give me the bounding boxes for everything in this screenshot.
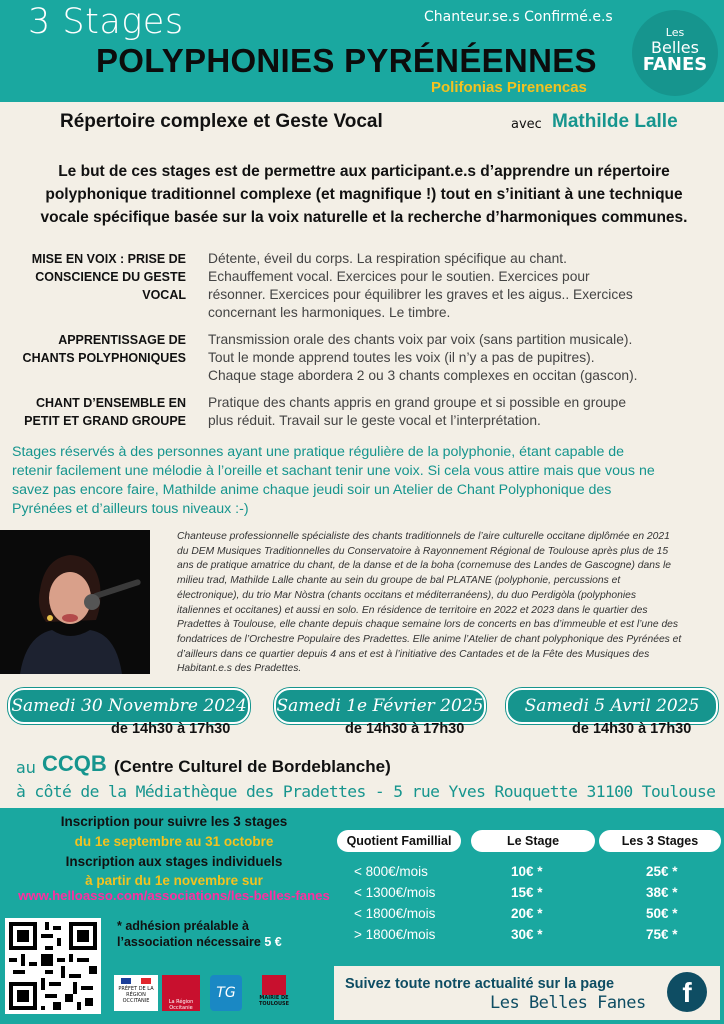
bio-line: italiennes et occitanes) et aussi en solo. En résidence de territoire en 2022 et 2023 dans le quartier des bbox=[177, 604, 648, 616]
section-text-line: concernant les harmoniques. Le timbre. bbox=[208, 305, 451, 320]
bio-line: milieu trad, Mathilde Lalle chante au sein du groupe de bal PLATANE (polyphonie, percussions et bbox=[177, 575, 621, 587]
section-label-apprentissage bbox=[14, 331, 186, 367]
note-line: Pyrénées et d’ailleurs tous niveaux :-) bbox=[12, 501, 249, 517]
stage-price: 20€ * bbox=[511, 906, 543, 921]
section-label-line: CONSCIENCE DU GESTE bbox=[35, 270, 186, 284]
three-stage-price: 75€ * bbox=[646, 927, 678, 942]
section-text-line: Détente, éveil du corps. La respiration spécifique au chant. bbox=[208, 251, 567, 266]
three-stage-price: 25€ * bbox=[646, 864, 678, 879]
registration-line-3: Inscription aux stages individuels bbox=[65, 854, 283, 869]
bio-line: Pradettes à Toulouse, elle chante depuis chaque semaine lors de concerts en bas d’immeuble et est l’une des bbox=[177, 619, 679, 631]
quotient-cell: < 1800€/mois bbox=[354, 906, 436, 921]
facebook-page-name[interactable]: Les Belles Fanes bbox=[490, 993, 646, 1013]
mairie-toulouse-logo bbox=[252, 975, 296, 1011]
stage-price: 15€ * bbox=[511, 885, 543, 900]
repertoire-heading: Répertoire complexe et Geste Vocal bbox=[60, 111, 383, 132]
qr-code[interactable] bbox=[5, 918, 101, 1014]
mairie-crest-icon bbox=[262, 975, 286, 995]
facebook-icon[interactable]: f bbox=[667, 972, 707, 1012]
intro-paragraph bbox=[22, 160, 706, 229]
note-line: retenir facilement une mélodie à l’oreille et sachant tenir une voix. Si cela vous attire mais que vous ne bbox=[12, 463, 655, 479]
region-label: La Région Occitanie bbox=[168, 999, 194, 1011]
date-pill-1: Samedi 30 Novembre 2024 bbox=[8, 688, 250, 724]
section-text-line: Pratique des chants appris en grand groupe et si possible en groupe bbox=[208, 395, 627, 410]
note-line: savez pas encore faire, Mathilde anime chaque jeudi soir un Atelier de Chant Polyphonique des bbox=[12, 482, 612, 498]
teacher-photo bbox=[0, 530, 150, 674]
bio-line: électronique), du trio Mar Nòstra (chants occitans et méditerranéens), du duo Perdigòla (polyphonies bbox=[177, 589, 637, 601]
section-label-chant-ensemble bbox=[14, 394, 186, 430]
header-les-3-stages: Les 3 Stages bbox=[599, 830, 721, 852]
date-pill-2: Samedi 1e Février 2025 bbox=[274, 688, 486, 724]
section-label-line: CHANTS POLYPHONIQUES bbox=[22, 351, 186, 365]
prefet-label: PRÉFET DE LA RÉGION OCCITANIE bbox=[118, 986, 154, 1004]
registration-line-2: du 1e septembre au 31 octobre bbox=[74, 834, 274, 849]
section-text-chant-ensemble bbox=[208, 394, 688, 430]
mairie-label: MAIRIE DE TOULOUSE bbox=[258, 995, 290, 1007]
section-text-line: résonner. Exercices pour équilibrer les graves et les aigus.. Exercices bbox=[208, 287, 633, 302]
section-text-line: Echauffement vocal. Exercices pour le soutien. Exercices pour bbox=[208, 269, 590, 284]
header-le-stage: Le Stage bbox=[471, 830, 595, 852]
date-time-1: de 14h30 à 17h30 bbox=[111, 721, 231, 737]
registration-line-4: à partir du 1e novembre sur bbox=[85, 873, 263, 888]
subtitle: Polifonias Pirenencas bbox=[431, 79, 587, 96]
section-text-line: plus réduit. Travail sur le geste vocal et l’interprétation. bbox=[208, 413, 541, 428]
bio-line: Habitant.e.s des Pradettes. bbox=[177, 663, 302, 675]
bio-line: du DEM Musiques Traditionnelles du Conservatoire à Rayonnement Régional de Toulouse après plus de 15 bbox=[177, 545, 669, 557]
section-label-line: APPRENTISSAGE DE bbox=[58, 333, 186, 347]
stage-price: 30€ * bbox=[511, 927, 543, 942]
prefet-logo bbox=[114, 975, 158, 1011]
bio-line: fondatrices de l’Orchestre Populaire des Pradettes. Elle anime l’Atelier de chant polyphonique des Pyrénées et bbox=[177, 633, 682, 645]
avec-label: avec bbox=[511, 117, 542, 132]
teacher-biography bbox=[177, 530, 715, 677]
section-text-line: Transmission orale des chants voix par voix (sans partition musicale). bbox=[208, 332, 633, 347]
qr-code-icon bbox=[5, 918, 101, 1014]
teacher-name: Mathilde Lalle bbox=[552, 111, 678, 132]
belles-fanes-logo bbox=[632, 10, 718, 96]
singer-illustration bbox=[0, 530, 150, 674]
date-pill-3: Samedi 5 Avril 2025 bbox=[506, 688, 718, 724]
venue-address: à côté de la Médiathèque des Pradettes - 5 rue Yves Rouquette 31100 Toulouse bbox=[16, 782, 716, 801]
date-time-2: de 14h30 à 17h30 bbox=[345, 721, 465, 737]
helloasso-link[interactable]: www.helloasso.com/associations/les-belles-fanes bbox=[18, 888, 330, 903]
prerequisite-note bbox=[12, 443, 712, 519]
three-stage-price: 38€ * bbox=[646, 885, 678, 900]
follow-text: Suivez toute notre actualité sur la page bbox=[345, 976, 615, 992]
section-label-line: VOCAL bbox=[142, 288, 186, 302]
intro-line: polyphonique traditionnel complexe (et magnifique !) tout en s’initiant à une technique bbox=[45, 186, 683, 203]
header-quotient: Quotient Famillial bbox=[337, 830, 461, 852]
stage-price: 10€ * bbox=[511, 864, 543, 879]
tg-icon: TG bbox=[216, 985, 236, 1001]
section-label-line: CHANT D’ENSEMBLE EN bbox=[35, 396, 186, 410]
section-text-line: Chaque stage abordera 2 ou 3 chants complexes en occitan (gascon). bbox=[208, 368, 638, 383]
logo-line-3: FANES bbox=[642, 54, 708, 75]
quotient-cell: > 1800€/mois bbox=[354, 927, 436, 942]
region-occitanie-logo bbox=[162, 975, 200, 1011]
section-text-line: Tout le monde apprend toutes les voix (il n’y a pas de pupitres). bbox=[208, 350, 595, 365]
intro-line: Le but de ces stages est de permettre aux participant.e.s d’apprendre un répertoire bbox=[58, 163, 670, 180]
section-label-mise-en-voix bbox=[14, 250, 186, 304]
venue-au: au bbox=[16, 758, 36, 777]
logo-line-2: Belles bbox=[651, 38, 699, 57]
french-flag-icon bbox=[121, 978, 151, 984]
quotient-cell: < 1300€/mois bbox=[354, 885, 436, 900]
adhesion-price: 5 € bbox=[264, 935, 282, 949]
adhesion-note bbox=[117, 918, 282, 950]
adhesion-line-2 bbox=[117, 934, 282, 950]
bio-line: d’ailleurs dans ce quartier depuis 4 ans et est à l’initiative des Cantades et de la Fête des Musiques des bbox=[177, 648, 650, 660]
quotient-cell: < 800€/mois bbox=[354, 864, 428, 879]
logo-line-1: Les bbox=[665, 26, 685, 39]
section-text-apprentissage bbox=[208, 331, 688, 385]
main-title: POLYPHONIES PYRÉNÉENNES bbox=[96, 42, 597, 79]
intro-line: vocale spécifique basée sur la voix naturelle et la recherche d’harmoniques communes. bbox=[40, 209, 688, 226]
stages-title: 3 Stages bbox=[28, 2, 184, 42]
venue-code: CCQB bbox=[42, 751, 107, 776]
tagline: Chanteur.se.s Confirmé.e.s bbox=[424, 9, 613, 25]
registration-line-1: Inscription pour suivre les 3 stages bbox=[60, 814, 288, 829]
bio-line: ans de pratique amatrice du chant, de la danse et de la boha (cornemuse des Landes de Gascogne) dans le bbox=[177, 560, 672, 572]
section-text-mise-en-voix bbox=[208, 250, 688, 322]
venue-name: (Centre Culturel de Bordeblanche) bbox=[114, 757, 391, 776]
note-line: Stages réservés à des personnes ayant une pratique régulière de la polyphonie, étant capable de bbox=[12, 444, 625, 460]
section-label-line: MISE EN VOIX : PRISE DE bbox=[31, 252, 186, 266]
adhesion-line-1: * adhésion préalable à bbox=[117, 919, 249, 933]
section-label-line: PETIT ET GRAND GROUPE bbox=[24, 414, 186, 428]
tg-logo bbox=[210, 975, 242, 1011]
date-time-3: de 14h30 à 17h30 bbox=[572, 721, 692, 737]
three-stage-price: 50€ * bbox=[646, 906, 678, 921]
adhesion-text: l’association nécessaire bbox=[117, 935, 261, 949]
bio-line: Chanteuse professionnelle spécialiste des chants traditionnels de l’aire culturelle occitane diplômée en 2021 bbox=[177, 531, 670, 542]
